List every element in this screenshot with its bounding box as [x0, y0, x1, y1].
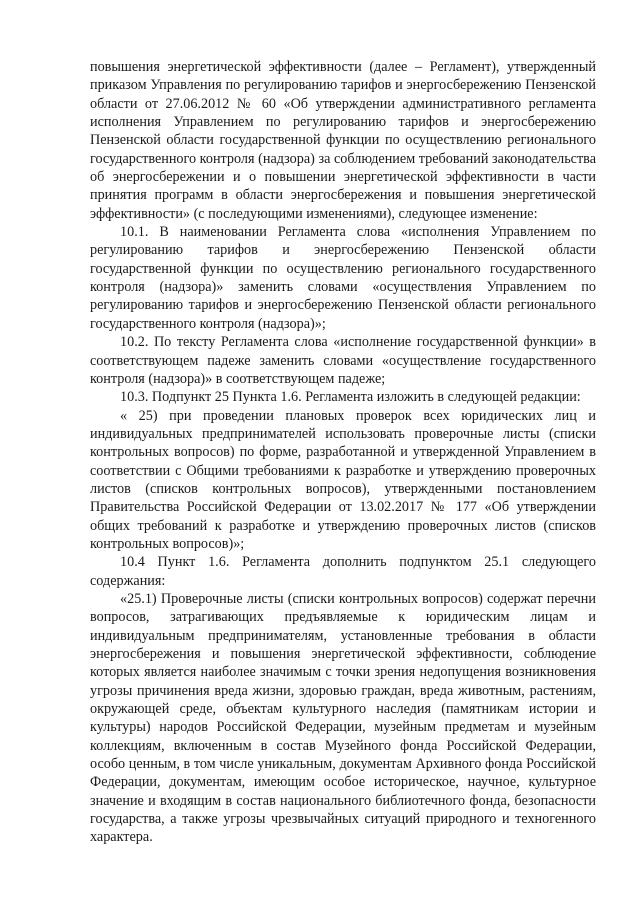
- paragraph-10-3: 10.3. Подпункт 25 Пункта 1.6. Регламента изложить в следующей редакции:: [120, 389, 581, 406]
- paragraph-subitem-25-1: «25.1) Проверочные листы (списки контрольных вопросов) содержат перечни вопросов, затрагивающих предъявляемые к юридическим лицам и индивидуальным предпринимателям, установленные требования в области энергосбережения и повышения энергетической эффективности, соблюдение которых является наиболее значимым с точки зрения недопущения возникновения угрозы причинения вреда жизни, здоровью граждан, вреда животным, растениям, окружающей среде, объектам культурного наследия (памятникам истории и культуры) народов Российской Федерации, музейным предметам и музейным коллекциям, включенным в состав Музейного фонда Российской Федерации, особо ценным, в том числе уникальным, документам Архивного фонда Российской Федерации, документам, имеющим особое историческое, научное, культурное значение и входящим в состав национального библиотечного фонда, безопасности государства, а также угрозы чрезвычайных ситуаций природного и техногенного характера.: [90, 590, 596, 846]
- document-page: [90, 58, 596, 847]
- paragraph-10-1: 10.1. В наименовании Регламента слова «исполнения Управлением по регулированию тарифов и энергосбережению Пензенской области государственной функции по осуществлению регионального государственного контроля (надзора)» заменить словами «осуществления Управлением по регулированию тарифов и энергосбережению Пензенской области регионального государственного контроля (надзора)»;: [90, 224, 596, 332]
- paragraph-10-4: 10.4 Пункт 1.6. Регламента дополнить подпунктом 25.1 следующего содержания:: [90, 554, 596, 589]
- paragraph-10-2: 10.2. По тексту Регламента слова «исполнение государственной функции» в соответствующем падеже заменить словами «осуществление государственного контроля (надзора)» в соответствующем падеже;: [90, 334, 596, 387]
- paragraph-subitem-25: « 25) при проведении плановых проверок всех юридических лиц и индивидуальных предпринимателей использовать проверочные листы (списки контрольных вопросов) по форме, разработанной и утвержденной Управлением в соответствии с Общими требованиями к разработке и утверждению проверочных листов (списков контрольных вопросов), утвержденными постановлением Правительства Российской Федерации от 13.02.2017 № 177 «Об утверждении общих требований к разработке и утверждению проверочных листов (списков контрольных вопросов)»;: [90, 407, 596, 552]
- paragraph-regulation-reference: повышения энергетической эффективности (далее – Регламент), утвержденный приказом Управления по регулированию тарифов и энергосбережению Пензенской области от 27.06.2012 № 60 «Об утверждении административного регламента исполнения Управлением по регулированию тарифов и энергосбережению Пензенской области государственной функции по осуществлению регионального государственного контроля (надзора) за соблюдением требований законодательства об энергосбережении и о повышении энергетической эффективности в части принятия программ в области энергосбережения и повышения энергетической эффективности» (с последующими изменениями), следующее изменение:: [90, 59, 596, 222]
